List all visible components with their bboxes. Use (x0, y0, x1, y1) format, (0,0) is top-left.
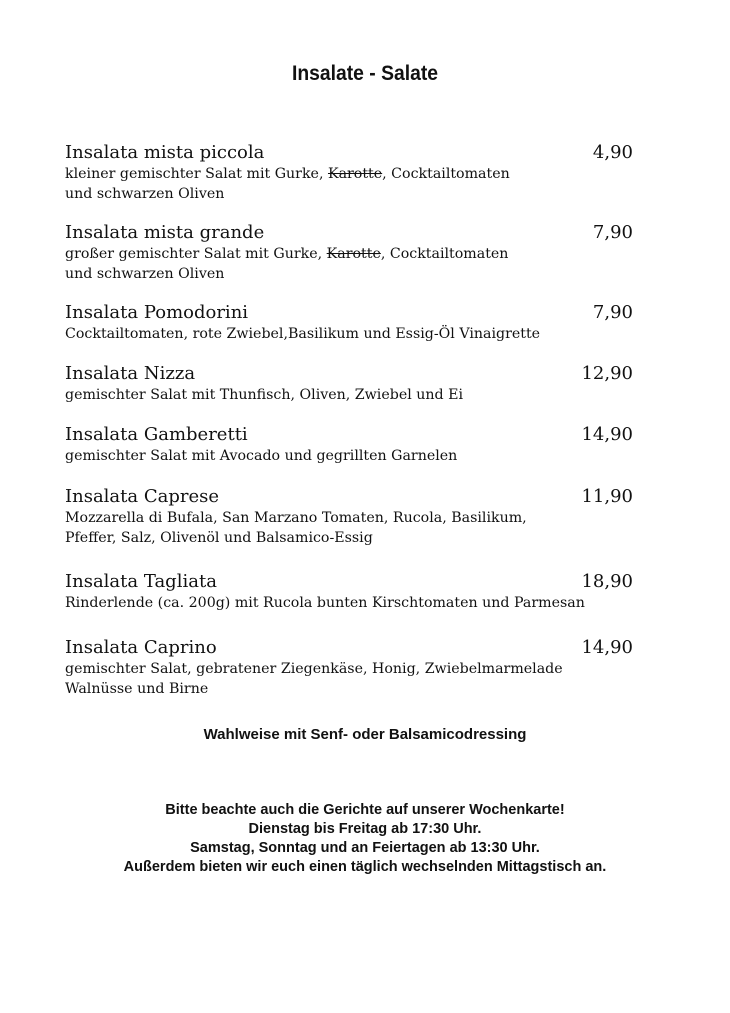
menu-item-price: 11,90 (581, 486, 633, 507)
menu-item (65, 302, 633, 344)
menu-item (65, 363, 633, 405)
menu-item (65, 142, 633, 204)
description-text: , Cocktailtomaten (382, 166, 510, 182)
footer-line: Außerdem bieten wir euch einen täglich wechselnden Mittagstisch an. (123, 859, 607, 875)
menu-item-name: Insalata mista grande (65, 222, 265, 243)
menu-item-description: Cocktailtomaten, rote Zwiebel,Basilikum und Essig-Öl Vinaigrette (65, 326, 541, 342)
menu-item-price: 14,90 (581, 424, 633, 445)
description-text: großer gemischter Salat mit Gurke, (65, 246, 327, 262)
menu-item-name: Insalata Caprino (65, 637, 217, 658)
menu-item-description-line2: Pfeffer, Salz, Olivenöl und Balsamico-Essig (65, 530, 373, 546)
menu-item-price: 4,90 (592, 142, 633, 163)
footer-line: Dienstag bis Freitag ab 17:30 Uhr. (248, 821, 482, 837)
menu-item-price: 7,90 (592, 302, 633, 323)
menu-item-description: gemischter Salat mit Thunfisch, Oliven, Zwiebel und Ei (65, 387, 464, 403)
menu-item-name: Insalata Nizza (65, 363, 196, 384)
menu-item-price: 12,90 (581, 363, 633, 384)
menu-item-name: Insalata Caprese (65, 486, 220, 507)
description-text: , Cocktailtomaten (380, 246, 509, 262)
menu-item-description (65, 165, 633, 184)
menu-item (65, 637, 633, 699)
menu-item-name: Insalata Gamberetti (65, 424, 248, 445)
description-text: kleiner gemischter Salat mit Gurke, (65, 166, 328, 182)
menu-item-price: 14,90 (581, 637, 633, 658)
menu-item-description: Rinderlende (ca. 200g) mit Rucola bunten Kirschtomaten und Parmesan (65, 595, 585, 611)
menu-item (65, 571, 633, 613)
menu-item-price: 7,90 (592, 222, 633, 243)
menu-item-description-line2: und schwarzen Oliven (65, 186, 225, 202)
menu-item-description: gemischter Salat mit Avocado und gegrillten Garnelen (65, 448, 458, 464)
menu-item (65, 222, 633, 284)
menu-item (65, 424, 633, 466)
menu-item-name: Insalata Tagliata (65, 571, 217, 592)
dressing-note: Wahlweise mit Senf- oder Balsamicodressing (203, 726, 527, 743)
menu-item-description-line2: Walnüsse und Birne (65, 681, 209, 697)
menu-item-description: gemischter Salat, gebratener Ziegenkäse, Honig, Zwiebelmarmelade (65, 661, 563, 677)
struck-ingredient: Karotte (326, 246, 381, 262)
menu-item-price: 18,90 (581, 571, 633, 592)
menu-item-name: Insalata mista piccola (65, 142, 265, 163)
menu-item-description: Mozzarella di Bufala, San Marzano Tomaten, Rucola, Basilikum, (65, 510, 527, 526)
menu-item-description-line2: und schwarzen Oliven (65, 266, 225, 282)
page-title: Insalate - Salate (291, 62, 439, 85)
footer-line: Samstag, Sonntag und an Feiertagen ab 13:30 Uhr. (190, 840, 540, 856)
menu-item-description (65, 245, 633, 264)
footer-line: Bitte beachte auch die Gerichte auf unserer Wochenkarte! (165, 802, 565, 818)
menu-item-name: Insalata Pomodorini (65, 302, 249, 323)
menu-item (65, 486, 633, 548)
footer-notice (0, 801, 730, 877)
struck-ingredient: Karotte (327, 166, 383, 182)
